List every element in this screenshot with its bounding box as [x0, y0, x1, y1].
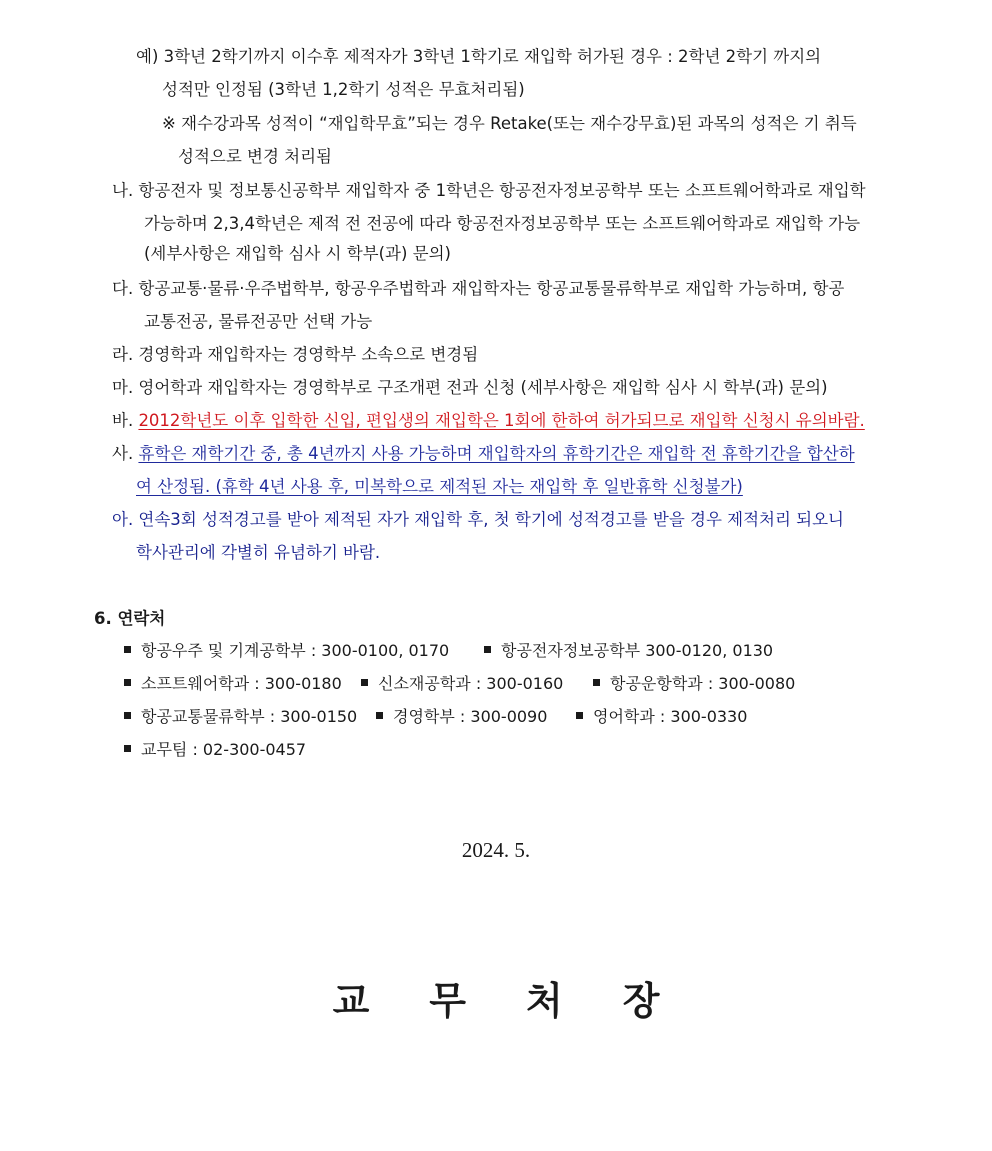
signature-char: 무: [429, 978, 466, 1023]
item-da-line-1: 다. 항공교통·물류·우주법학부, 항공우주법학과 재입학자는 항공교통물류학부로 재입학 가능하며, 항공: [112, 279, 845, 298]
square-bullet-icon: [376, 712, 383, 719]
square-bullet-icon: [576, 712, 583, 719]
contact-avionics: 항공전자정보공학부 300-0120, 0130: [484, 640, 773, 662]
signature-char: 교: [332, 978, 370, 1023]
contact-academic-affairs: 교무팀 : 02-300-0457: [124, 739, 306, 761]
contacts-row-4: [124, 739, 306, 761]
signature-title: [0, 970, 992, 1025]
square-bullet-icon: [124, 712, 131, 719]
square-bullet-icon: [484, 646, 491, 653]
contact-software: 소프트웨어학과 : 300-0180: [124, 673, 361, 695]
document-date: 2024. 5.: [461, 838, 531, 862]
item-sa-line-2: 여 산정됨. (휴학 4년 사용 후, 미복학으로 제적된 자는 재입학 후 일반휴학 신청불가): [136, 477, 743, 496]
contact-flight-ops: 항공운항학과 : 300-0080: [593, 673, 795, 695]
item-sa-prefix: 사.: [112, 444, 139, 463]
contacts-row-3: [124, 706, 747, 728]
item-na-line-2: 가능하며 2,3,4학년은 제적 전 전공에 따라 항공전자정보공학부 또는 소프트웨어학과로 재입학 가능: [144, 214, 861, 233]
square-bullet-icon: [124, 646, 131, 653]
item-a-line-2: 학사관리에 각별히 유념하기 바람.: [136, 543, 381, 562]
contact-business: 경영학부 : 300-0090: [376, 706, 576, 728]
contacts-row-2: [124, 673, 795, 695]
item-na-line-3: (세부사항은 재입학 심사 시 학부(과) 문의): [144, 244, 451, 263]
contact-english: 영어학과 : 300-0330: [576, 706, 747, 728]
signature-char: 처: [526, 978, 563, 1023]
square-bullet-icon: [361, 679, 368, 686]
item-a-line-1: 아. 연속3회 성적경고를 받아 제적된 자가 재입학 후, 첫 학기에 성적경고를 받을 경우 제적처리 되오니: [112, 510, 844, 529]
item-ma-line-1: 마. 영어학과 재입학자는 경영학부로 구조개편 전과 신청 (세부사항은 재입학 심사 시 학부(과) 문의): [112, 378, 828, 397]
example-line-1: 예) 3학년 2학기까지 이수후 제적자가 3학년 1학기로 재입학 허가된 경우 : 2학년 2학기 까지의: [136, 47, 822, 66]
item-sa-line-1: 휴학은 재학기간 중, 총 4년까지 사용 가능하며 재입학자의 휴학기간은 재입학 전 휴학기간을 합산하: [138, 444, 855, 463]
item-da-line-2: 교통전공, 물류전공만 선택 가능: [144, 312, 373, 331]
contact-aerospace: 항공우주 및 기계공학부 : 300-0100, 0170: [124, 640, 484, 662]
retake-note-line-1: ※ 재수강과목 성적이 “재입학무효”되는 경우 Retake(또는 재수강무효)된 과목의 성적은 기 취득: [162, 114, 857, 133]
contacts-heading: 6. 연락처: [94, 609, 166, 628]
contacts-row-1: [124, 640, 773, 662]
signature-char: 장: [622, 978, 660, 1023]
item-na-line-1: 나. 항공전자 및 정보통신공학부 재입학자 중 1학년은 항공전자정보공학부 또는 소프트웨어학과로 재입학: [112, 181, 866, 200]
item-ba: [112, 410, 865, 432]
item-ba-text: 2012학년도 이후 입학한 신입, 편입생의 재입학은 1회에 한하여 허가되므로 재입학 신청시 유의바람.: [138, 411, 865, 430]
contact-materials: 신소재공학과 : 300-0160: [361, 673, 593, 695]
item-ra-line-1: 라. 경영학과 재입학자는 경영학부 소속으로 변경됨: [112, 345, 479, 364]
retake-note-line-2: 성적으로 변경 처리됨: [178, 147, 332, 166]
square-bullet-icon: [593, 679, 600, 686]
example-line-2: 성적만 인정됨 (3학년 1,2학기 성적은 무효처리됨): [162, 80, 525, 99]
square-bullet-icon: [124, 745, 131, 752]
item-sa: [112, 443, 855, 465]
contact-logistics: 항공교통물류학부 : 300-0150: [124, 706, 376, 728]
item-ba-prefix: 바.: [112, 411, 139, 430]
square-bullet-icon: [124, 679, 131, 686]
